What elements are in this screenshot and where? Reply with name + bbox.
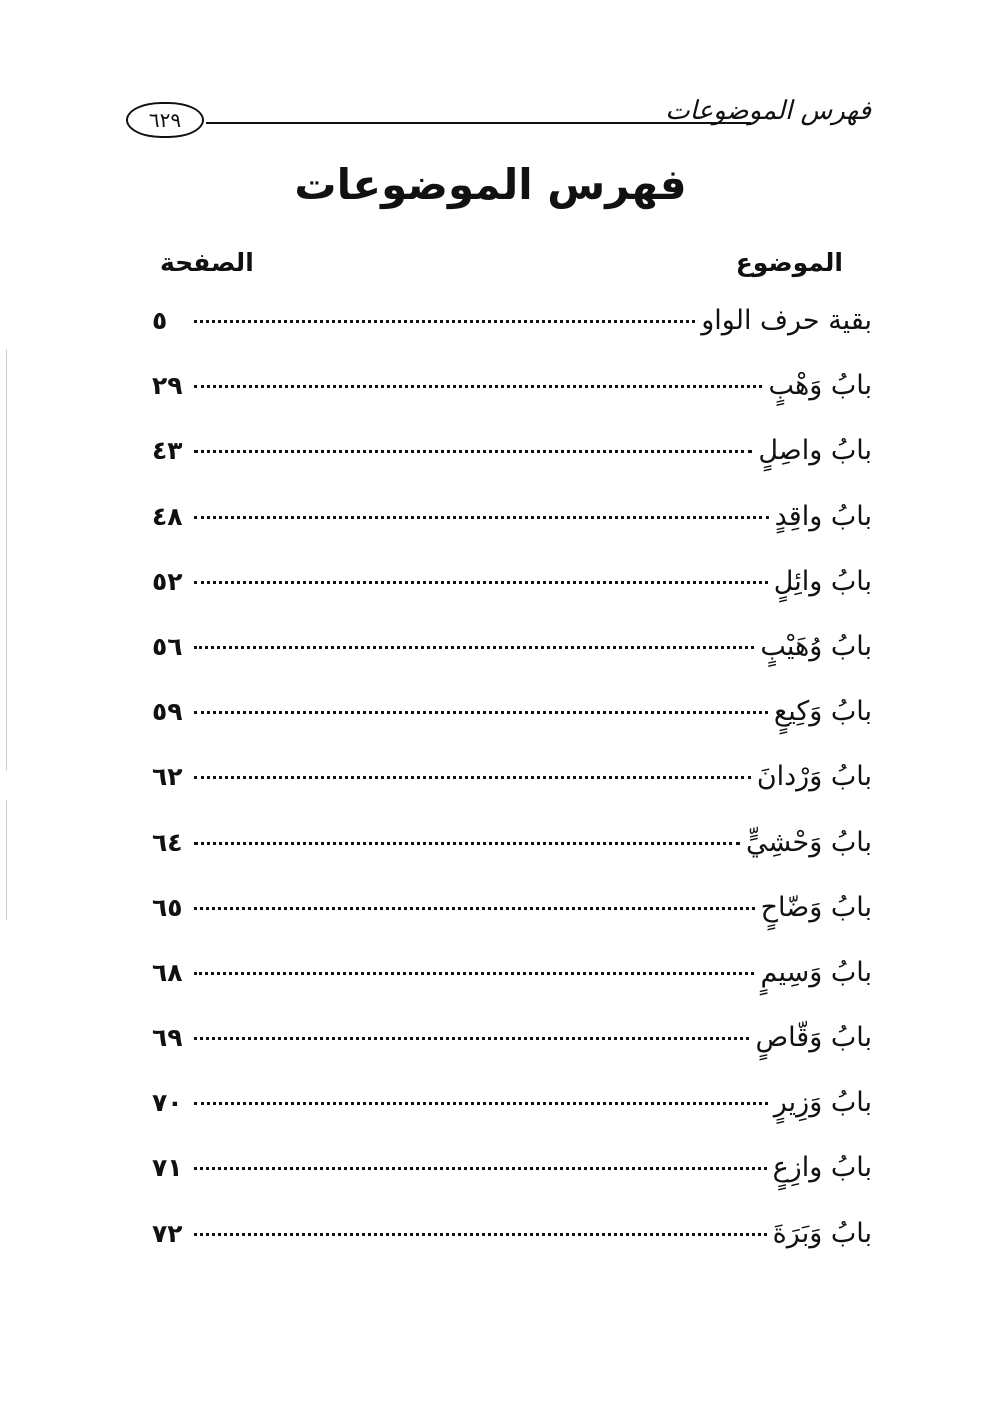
dot-leader [194,646,754,649]
dot-leader [194,711,768,714]
toc-entry-label: بابُ وُهَيْبٍ [760,630,872,662]
dot-leader [194,581,768,584]
toc-entry-page: ٦٥ [152,892,183,922]
toc-entry [152,1218,872,1283]
toc-entry-label: بقية حرف الواو [701,305,872,336]
toc-entry-label: بابُ واصِلٍ [758,435,872,467]
toc-entry-page: ٥ [152,306,168,335]
toc-entry-page: ٥٦ [152,631,183,661]
toc-entry [152,631,872,696]
toc-entry-page: ٤٣ [152,436,183,466]
toc-entry-label: بابُ وَسِيمٍ [760,956,872,988]
toc-entry [152,892,872,957]
toc-entry-label: بابُ وَكِيعٍ [773,696,872,728]
scan-margin-mark [6,350,7,770]
toc-entry-label: بابُ واقِدٍ [774,500,872,532]
toc-entry-page: ٦٢ [152,762,183,792]
toc-entry-page: ٥٢ [152,566,183,596]
toc-entry-label: بابُ وَحْشِيٍّ [745,826,872,858]
toc-entry [152,1152,872,1217]
toc-entry-label: بابُ وائِلٍ [773,565,872,597]
toc-entry [152,566,872,631]
toc-entry [152,761,872,826]
toc-entry [152,1022,872,1087]
dot-leader [194,1037,749,1040]
toc-entry [152,1087,872,1152]
dot-leader [194,1102,768,1105]
dot-leader [194,972,754,975]
toc-entry-page: ٦٤ [152,827,183,857]
column-header-page: الصفحة [160,248,254,277]
toc-entry [152,370,872,435]
toc-list [152,305,872,1283]
dot-leader [194,842,740,845]
toc-entry-label: بابُ وازِعٍ [772,1152,872,1184]
toc-entry-page: ٦٨ [152,957,183,987]
toc-entry-page: ٧٢ [152,1218,183,1248]
toc-entry-label: بابُ وَضّاحٍ [760,891,872,923]
dot-leader [194,1233,767,1236]
toc-entry-page: ٧١ [152,1153,183,1183]
toc-entry-label: بابُ وَقّاصٍ [755,1022,872,1054]
toc-entry-label: بابُ وَبَرَةَ [772,1217,872,1249]
toc-entry [152,696,872,761]
toc-entry-page: ٥٩ [152,697,183,727]
toc-entry-page: ٧٠ [152,1088,183,1118]
dot-leader [194,1167,767,1170]
toc-entry [152,827,872,892]
toc-entry-page: ٤٨ [152,501,183,531]
toc-entry [152,957,872,1022]
toc-entry-label: بابُ وَهْبٍ [768,370,872,402]
dot-leader [194,907,755,910]
toc-entry-page: ٢٩ [152,371,183,401]
page-number-badge: ٦٢٩ [126,102,204,138]
running-header [126,96,871,146]
dot-leader [194,320,695,323]
toc-entry-label: بابُ وَرْدانَ [756,761,872,793]
column-header-topic: الموضوع [735,248,843,277]
toc-entry [152,305,872,370]
toc-entry-label: بابُ وَزِيرٍ [773,1087,872,1119]
toc-entry [152,435,872,500]
toc-entry-page: ٦٩ [152,1023,183,1053]
page-title: فهرس الموضوعات [294,160,687,209]
dot-leader [194,385,762,388]
toc-entry [152,501,872,566]
scan-margin-mark [6,800,7,920]
dot-leader [194,516,769,519]
dot-leader [194,450,752,453]
dot-leader [194,776,751,779]
running-header-title: فهرس الموضوعات [665,96,871,126]
